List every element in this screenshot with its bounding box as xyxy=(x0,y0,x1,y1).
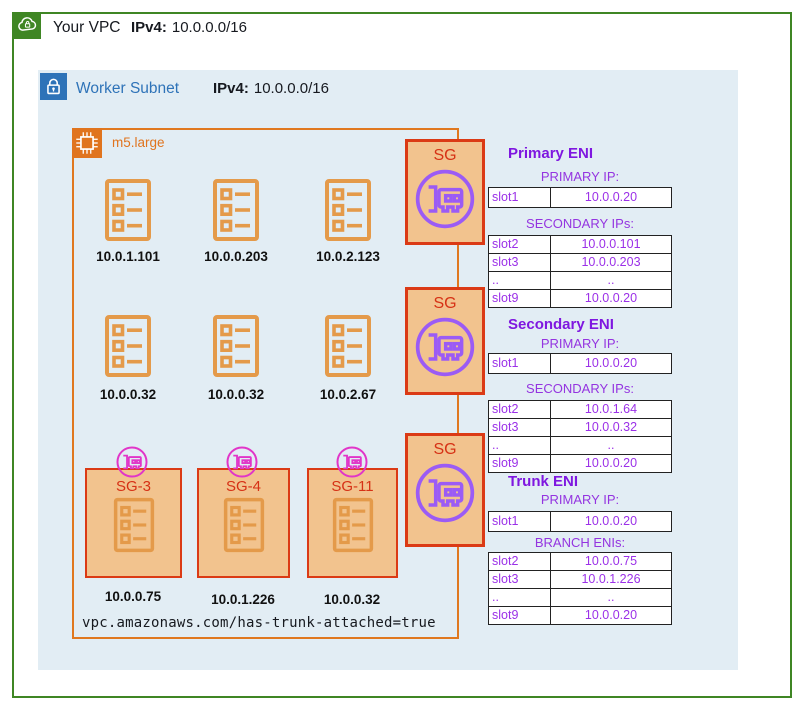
slot-cell: slot3 xyxy=(489,571,551,588)
sg-pod-label: SG-3 xyxy=(115,478,151,495)
ip-cell: 10.0.1.64 xyxy=(584,402,638,416)
eni-primary-table xyxy=(488,353,672,374)
pod-ip: 10.0.0.32 xyxy=(207,387,265,402)
slot-cell: .. xyxy=(489,437,551,454)
sg-pod-label: SG-11 xyxy=(331,478,374,495)
vpc-title: Your VPC xyxy=(53,19,121,36)
table-row xyxy=(489,570,671,588)
subnet-ipv4-value: 10.0.0.0/16 xyxy=(253,80,329,97)
slot-cell: slot9 xyxy=(489,607,551,624)
ip-cell: .. xyxy=(607,438,615,452)
eni-title-trunk: Trunk ENI xyxy=(508,473,579,490)
eni-title-secondary: Secondary ENI xyxy=(508,316,614,333)
branch-eni-icon xyxy=(115,445,149,479)
slot-cell: slot2 xyxy=(489,553,551,570)
instance-chip-icon xyxy=(72,128,102,158)
ip-cell: 10.0.0.32 xyxy=(584,420,638,434)
table-row xyxy=(489,553,671,570)
sg-pod-box xyxy=(197,468,290,578)
vpc-cloud-icon xyxy=(14,12,41,39)
slot-cell: slot1 xyxy=(489,188,551,207)
eni-branch-heading: BRANCH ENIs: xyxy=(534,535,626,550)
subnet-ipv4-label: IPv4: xyxy=(213,80,249,97)
vpc-ipv4-label: IPv4: xyxy=(131,19,167,36)
pod-ip: 10.0.2.123 xyxy=(316,249,380,264)
eni-icon xyxy=(413,315,477,379)
vpc-ipv4 xyxy=(131,19,247,36)
table-row xyxy=(489,289,671,307)
pod-icon xyxy=(212,178,260,242)
pod-icon xyxy=(104,178,152,242)
table-row xyxy=(489,454,671,472)
pod-icon xyxy=(113,497,155,553)
ip-cell: .. xyxy=(607,590,615,604)
security-group-box xyxy=(405,287,485,395)
branch-eni-icon xyxy=(225,445,259,479)
eni-branch-table xyxy=(488,552,672,625)
subnet-lock-icon xyxy=(40,73,67,100)
slot-cell: .. xyxy=(489,272,551,289)
slot-cell: slot2 xyxy=(489,236,551,253)
pod-icon xyxy=(332,497,374,553)
ip-cell: 10.0.1.226 xyxy=(581,572,641,586)
sg-pod-box xyxy=(307,468,398,578)
eni-primary-heading: PRIMARY IP: xyxy=(540,492,620,507)
ip-cell: 10.0.0.75 xyxy=(584,554,638,568)
eni-primary-table xyxy=(488,187,672,208)
ip-cell: 10.0.0.20 xyxy=(584,190,638,204)
pod-icon xyxy=(223,497,265,553)
ip-cell: 10.0.0.20 xyxy=(584,514,638,528)
eni-secondary-heading: SECONDARY IPs: xyxy=(526,216,634,231)
subnet-ipv4 xyxy=(213,80,329,97)
security-group-box xyxy=(405,433,485,547)
security-group-box xyxy=(405,139,485,245)
ip-cell: 10.0.0.20 xyxy=(584,456,638,470)
table-row xyxy=(489,588,671,606)
ip-cell: 10.0.0.101 xyxy=(581,237,641,251)
sg-label: SG xyxy=(433,295,457,312)
slot-cell: .. xyxy=(489,589,551,606)
eni-secondary-table xyxy=(488,235,672,308)
eni-primary-heading: PRIMARY IP: xyxy=(540,336,620,351)
table-row xyxy=(489,401,671,418)
table-row xyxy=(489,606,671,624)
table-row xyxy=(489,436,671,454)
slot-cell: slot9 xyxy=(489,290,551,307)
eni-title-primary: Primary ENI xyxy=(508,145,594,162)
table-row xyxy=(489,236,671,253)
slot-cell: slot1 xyxy=(489,354,551,373)
sg-pod-ip: 10.0.0.75 xyxy=(104,589,162,604)
ip-cell: .. xyxy=(607,273,615,287)
pod-icon xyxy=(324,178,372,242)
subnet-title: Worker Subnet xyxy=(76,80,180,97)
pod-icon xyxy=(212,314,260,378)
eni-secondary-heading: SECONDARY IPs: xyxy=(526,381,634,396)
pod-ip: 10.0.1.101 xyxy=(96,249,160,264)
sg-pod-ip: 10.0.1.226 xyxy=(211,592,275,607)
eni-primary-table xyxy=(488,511,672,532)
ip-cell: 10.0.0.20 xyxy=(584,291,638,305)
sg-pod-label: SG-4 xyxy=(225,478,261,495)
table-row xyxy=(489,512,671,531)
pod-ip: 10.0.2.67 xyxy=(319,387,377,402)
pod-icon xyxy=(324,314,372,378)
eni-icon xyxy=(413,461,477,525)
table-row xyxy=(489,253,671,271)
ip-cell: 10.0.0.20 xyxy=(584,608,638,622)
slot-cell: slot9 xyxy=(489,455,551,472)
eni-icon xyxy=(413,167,477,231)
table-row xyxy=(489,354,671,373)
trunk-annotation: vpc.amazonaws.com/has-trunk-attached=true xyxy=(82,615,436,631)
instance-type-label: m5.large xyxy=(112,135,165,150)
table-row xyxy=(489,418,671,436)
slot-cell: slot1 xyxy=(489,512,551,531)
eni-secondary-table xyxy=(488,400,672,473)
ip-cell: 10.0.0.20 xyxy=(584,356,638,370)
slot-cell: slot3 xyxy=(489,254,551,271)
table-row xyxy=(489,271,671,289)
pod-ip: 10.0.0.203 xyxy=(204,249,268,264)
eni-primary-heading: PRIMARY IP: xyxy=(540,169,620,184)
slot-cell: slot2 xyxy=(489,401,551,418)
sg-label: SG xyxy=(433,441,457,458)
table-row xyxy=(489,188,671,207)
sg-label: SG xyxy=(433,147,457,164)
slot-cell: slot3 xyxy=(489,419,551,436)
ip-cell: 10.0.0.203 xyxy=(581,255,641,269)
pod-icon xyxy=(104,314,152,378)
sg-pod-box xyxy=(85,468,182,578)
sg-pod-ip: 10.0.0.32 xyxy=(323,592,381,607)
vpc-ipv4-value: 10.0.0.0/16 xyxy=(171,19,247,36)
pod-ip: 10.0.0.32 xyxy=(99,387,157,402)
branch-eni-icon xyxy=(335,445,369,479)
